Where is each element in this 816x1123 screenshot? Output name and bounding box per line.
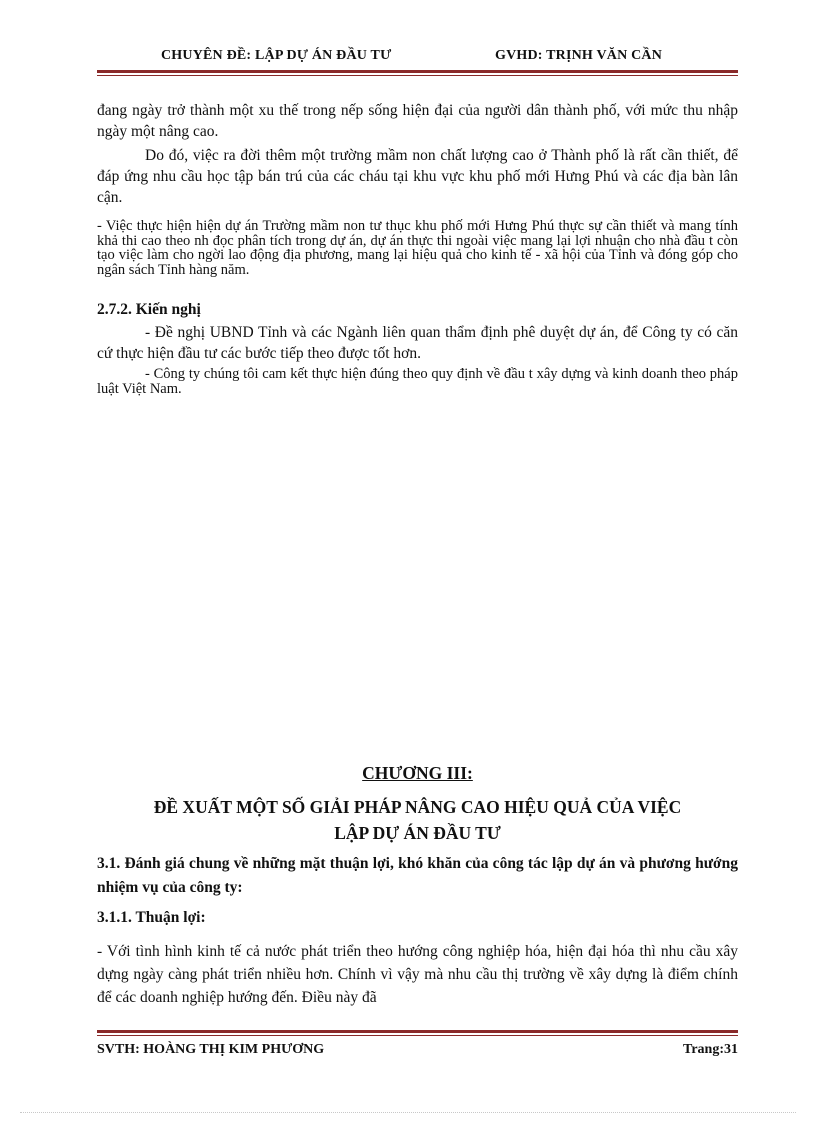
heading-2-7-2: 2.7.2. Kiến nghị: [97, 301, 201, 318]
footer-student: SVTH: HOÀNG THỊ KIM PHƯƠNG: [97, 1042, 325, 1057]
paragraph-lifestyle: đang ngày trở thành một xu thế trong nếp sống hiện đại của người dân thành phố, với mức thu nhập ngày một nâng cao.: [97, 102, 738, 140]
page-number: Trang:31: [683, 1042, 738, 1057]
footer-rule-thin: [97, 1035, 738, 1036]
page-boundary: [20, 1112, 796, 1113]
header-rule-thick: [97, 70, 738, 73]
header-rule-thin: [97, 75, 738, 76]
chapter-title: [97, 794, 738, 846]
heading-3-1: 3.1. Đánh giá chung về những mặt thuận lợi, khó khăn của công tác lập dự án và phương hướng nhiệm vụ của công ty:: [97, 855, 738, 896]
paragraph-advantages: - Với tình hình kinh tế cả nước phát triển theo hướng công nghiệp hóa, hiện đại hóa thì nhu cầu xây dựng ngày càng phát triển nhiều hơn. Chính vì vậy mà nhu cầu thị trường về xây dựng là điểm chính để các doanh nghiệp hướng đến. Điều này đã: [97, 943, 738, 1006]
page-header: [97, 48, 738, 68]
footer-rule-thick: [97, 1030, 738, 1033]
heading-3-1-1: 3.1.1. Thuận lợi:: [97, 909, 206, 926]
header-topic: CHUYÊN ĐỀ: LẬP DỰ ÁN ĐẦU TƯ: [161, 48, 392, 63]
paragraph-recommendation-1: - Đề nghị UBND Tỉnh và các Ngành liên quan thẩm định phê duyệt dự án, để Công ty có căn cứ thực hiện đầu tư các bước tiếp theo được tốt hơn.: [97, 324, 738, 362]
header-advisor: GVHD: TRỊNH VĂN CẦN: [495, 48, 663, 63]
paragraph-necessity: Do đó, việc ra đời thêm một trường mầm non chất lượng cao ở Thành phố là rất cần thiết, để đáp ứng nhu cầu học tập bán trú của các cháu tại khu vực khu phố mới Hưng Phú và các địa bàn lân cận.: [97, 147, 738, 206]
chapter-number: CHƯƠNG III:: [362, 763, 473, 783]
chapter-title-line-2: LẬP DỰ ÁN ĐẦU TƯ: [334, 823, 501, 843]
paragraph-recommendation-2: - Công ty chúng tôi cam kết thực hiện đúng theo quy định về đầu t xây dựng và kinh doanh theo pháp luật Việt Nam.: [97, 366, 738, 397]
paragraph-feasibility: - Việc thực hiện hiện dự án Trường mầm non tư thục khu phố mới Hưng Phú thực sự cần thiết và mang tính khả thi cao theo nh đọc phân tích trong dự án, dự án thực thi ngoài việc mang lại lợi nhuận cho nhà đầu t còn tạo việc làm cho ngời lao động địa phương, mang lại hiệu quả cho kinh tế - xã hội của Tỉnh và đóng góp cho ngân sách Tỉnh hàng năm.: [97, 218, 738, 278]
chapter-title-line-1: ĐỀ XUẤT MỘT SỐ GIẢI PHÁP NÂNG CAO HIỆU QUẢ CỦA VIỆC: [153, 797, 682, 817]
